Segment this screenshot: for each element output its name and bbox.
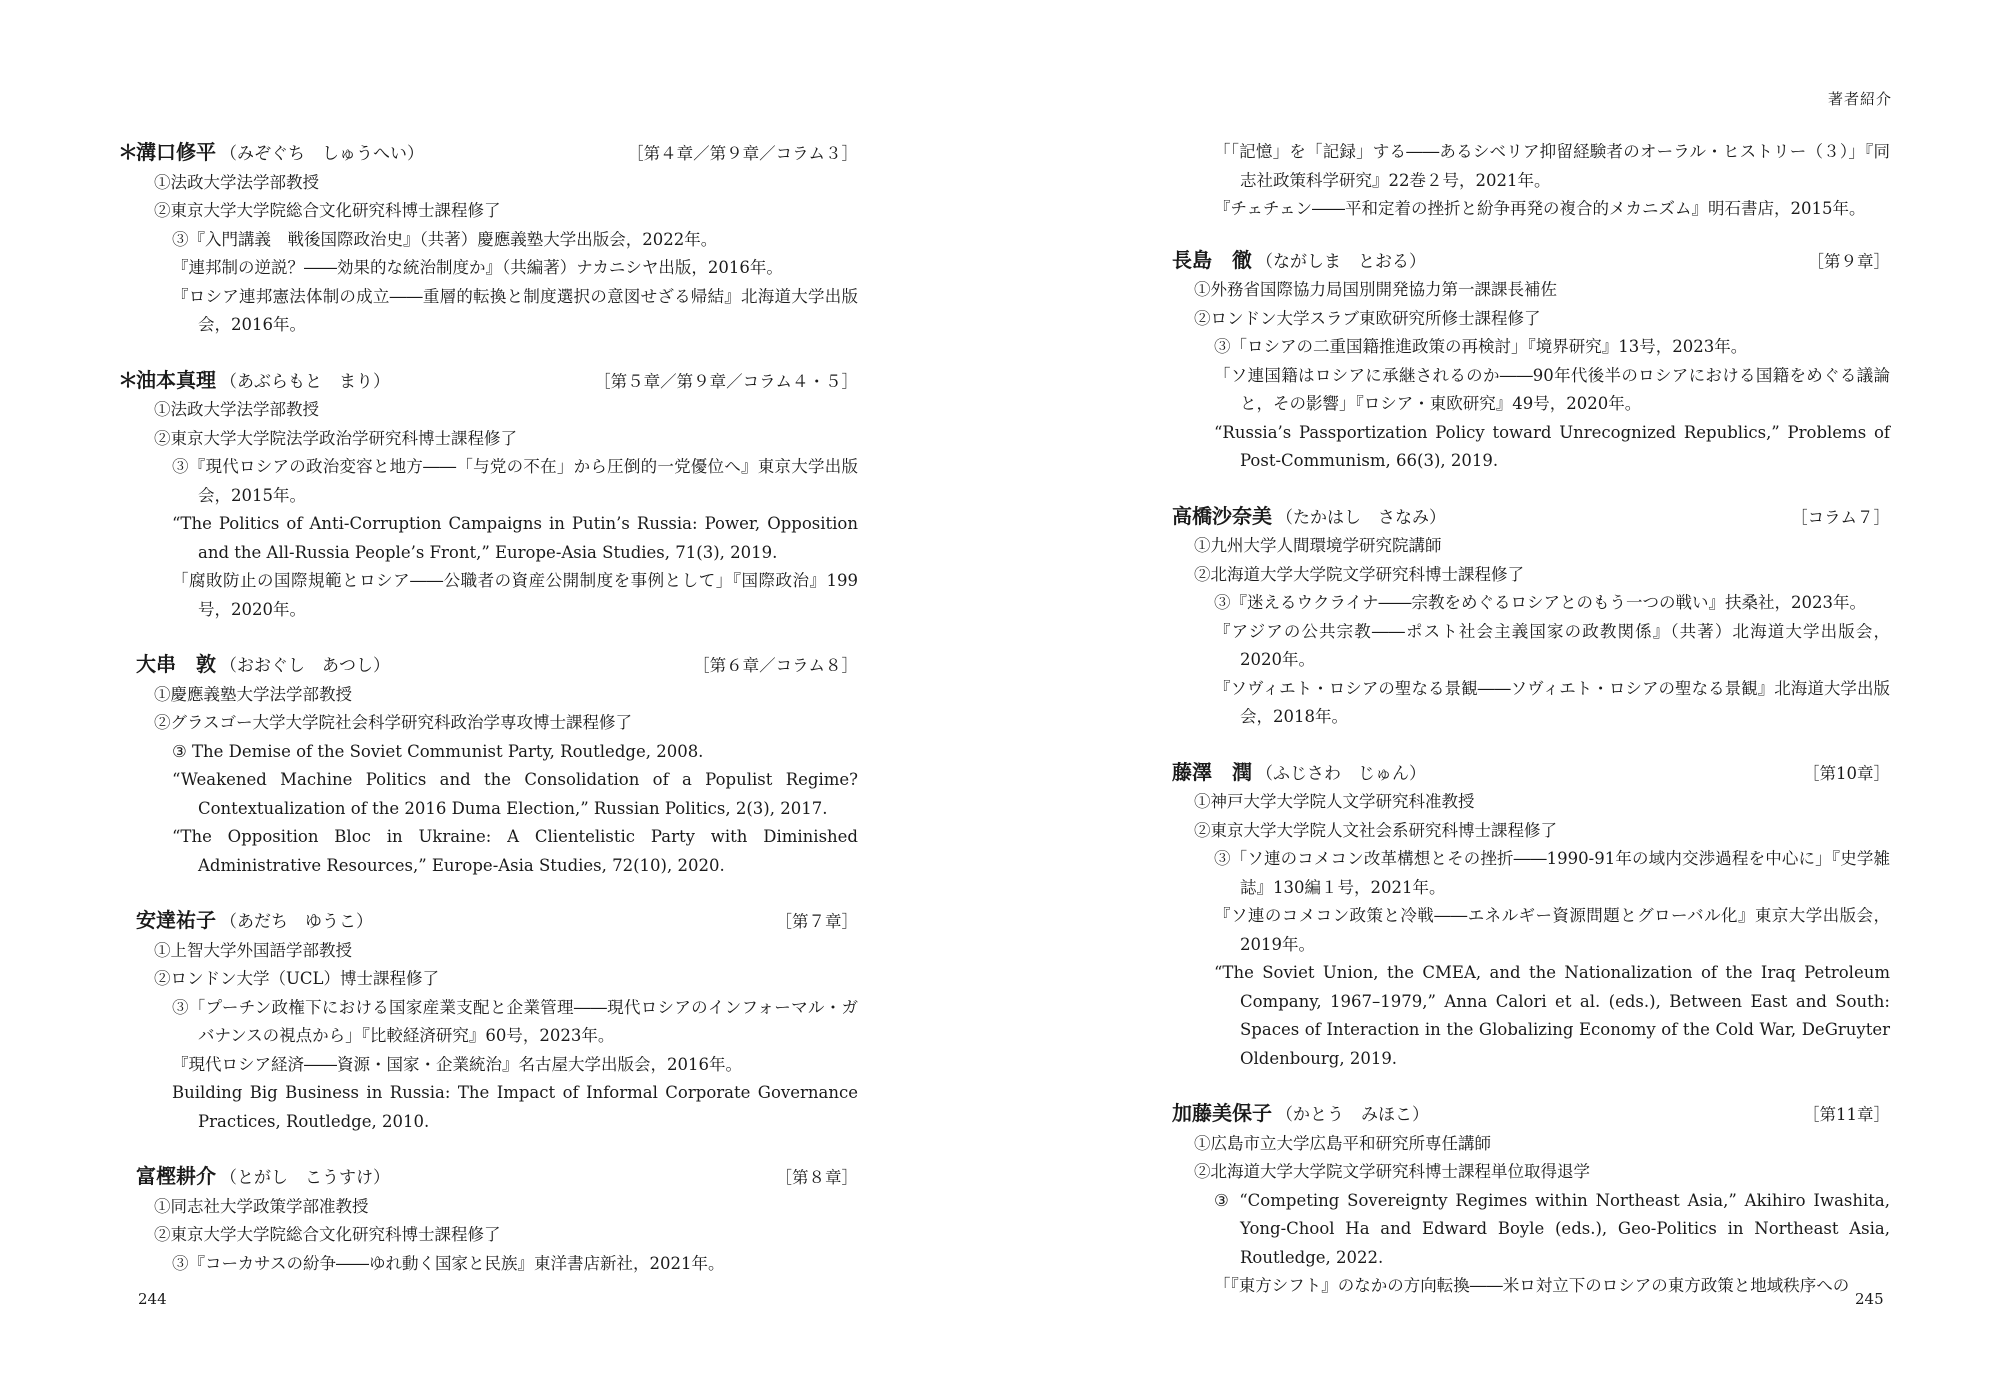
author-name: 安達祐子 xyxy=(136,908,216,932)
author-entry xyxy=(1172,246,1890,476)
publication: 「腐敗防止の国際規範とロシア――公職者の資産公開制度を事例として」『国際政治』199号，2020年。 xyxy=(172,571,858,619)
education: ②北海道大学大学院文学研究科博士課程修了 xyxy=(1194,564,1524,584)
current-position: ①法政大学法学部教授 xyxy=(154,400,319,419)
entry-heading xyxy=(1172,502,1890,533)
chapter-credits: ［第５章／第９章／コラム４・５］ xyxy=(594,371,858,391)
author-reading: （ながしま とおる） xyxy=(1256,251,1426,272)
publication: ③『現代ロシアの政治変容と地方――「与党の不在」から圧倒的一党優位へ』東京大学出版会，2015年。 xyxy=(172,457,858,505)
chapter-credits: ［コラム７］ xyxy=(1791,507,1890,527)
publication: 『ソヴィエト・ロシアの聖なる景観――ソヴィエト・ロシアの聖なる景観』北海道大学出版会，2018年。 xyxy=(1214,678,1890,726)
author-entry xyxy=(1172,1099,1890,1301)
education: ②ロンドン大学（UCL）博士課程修了 xyxy=(154,969,439,988)
current-position: ①法政大学法学部教授 xyxy=(154,172,319,192)
publication: “The Opposition Bloc in Ukraine: A Clientelistic Party with Diminished Administrative Resources,” Europe-Asia Studies, 72(10), 2020. xyxy=(172,827,858,875)
entry-heading xyxy=(118,1162,858,1193)
publication: “Weakened Machine Politics and the Consolidation of a Populist Regime? Contextualization of the 2016 Duma Election,” Russian Politics, 2(3), 2017. xyxy=(172,770,858,818)
author-entry xyxy=(1172,758,1890,1074)
education: ②ロンドン大学スラブ東欧研究所修士課程修了 xyxy=(1194,308,1541,328)
continued-entry xyxy=(1172,138,1890,224)
author-name: 大串 敦 xyxy=(136,652,216,676)
publication: ③『コーカサスの紛争――ゆれ動く国家と民族』東洋書店新社，2021年。 xyxy=(172,1253,725,1273)
entry-heading xyxy=(1172,1099,1890,1130)
publication: ③『迷えるウクライナ――宗教をめぐるロシアとのもう一つの戦い』扶桑社，2023年。 xyxy=(1214,593,1866,612)
left-column xyxy=(118,138,858,1304)
current-position: ①慶應義塾大学法学部教授 xyxy=(154,684,352,704)
education: ②東京大学大学院人文社会系研究科博士課程修了 xyxy=(1194,820,1557,840)
chapter-credits: ［第10章］ xyxy=(1803,763,1890,783)
current-position: ①神戸大学大学院人文学研究科准教授 xyxy=(1194,792,1475,811)
entry-heading xyxy=(118,138,858,169)
right-column xyxy=(1172,138,1890,1327)
chapter-credits: ［第８章］ xyxy=(775,1168,858,1187)
publication: “Russia’s Passportization Policy toward Unrecognized Republics,” Problems of Post-Communism, 66(3), 2019. xyxy=(1214,422,1890,470)
entry-heading xyxy=(118,366,858,397)
author-name: 高橋沙奈美 xyxy=(1172,503,1272,528)
chapter-credits: ［第７章］ xyxy=(775,912,858,931)
author-reading: （あだち ゆうこ） xyxy=(220,912,373,932)
education: ②グラスゴー大学大学院社会科学研究科政治学専攻博士課程修了 xyxy=(154,713,633,732)
page-number: 245 xyxy=(1855,1290,1884,1308)
running-head: 著者紹介 xyxy=(1827,90,1892,108)
education: ②東京大学大学院総合文化研究科博士課程修了 xyxy=(154,1225,501,1244)
author-entry xyxy=(1172,502,1890,732)
publication: “The Soviet Union, the CMEA, and the Nationalization of the Iraq Petroleum Company, 1967–1979,” Anna Calori et al. (eds.), Between East and South: Spaces of Interaction in the Globalizing Economy of the Cold War, DeGruyter Oldenbourg, 2019. xyxy=(1214,963,1890,1068)
publication: ③『入門講義 戦後国際政治史』（共著）慶應義塾大学出版会，2022年。 xyxy=(172,229,718,249)
editor-mark: ＊ xyxy=(118,140,138,164)
author-reading: （ふじさわ じゅん） xyxy=(1256,763,1426,784)
current-position: ①同志社大学政策学部准教授 xyxy=(154,1196,369,1216)
author-name: 藤澤 潤 xyxy=(1172,759,1252,784)
current-position: ①外務省国際協力局国別開発協力第一課課長補佐 xyxy=(1194,280,1557,299)
publication: ③ The Demise of the Soviet Communist Party, Routledge, 2008. xyxy=(172,741,704,761)
author-entry xyxy=(118,138,858,340)
chapter-credits: ［第11章］ xyxy=(1803,1105,1890,1124)
entry-heading xyxy=(118,650,858,681)
publication: ③「ソ連のコメコン改革構想とその挫折――1990-91年の域内交渉過程を中心に」『史学雑誌』130編１号，2021年。 xyxy=(1214,849,1890,897)
publication: 『チェチェン――平和定着の挫折と紛争再発の複合的メカニズム』明石書店，2015年。 xyxy=(1214,199,1866,218)
publication: “The Politics of Anti-Corruption Campaigns in Putin’s Russia: Power, Opposition and the All-Russia People’s Front,” Europe-Asia Studies, 71(3), 2019. xyxy=(172,514,858,562)
chapter-credits: ［第４章／第９章／コラム３］ xyxy=(627,144,858,163)
education: ②東京大学大学院総合文化研究科博士課程修了 xyxy=(154,201,501,220)
publication: 『現代ロシア経済――資源・国家・企業統治』名古屋大学出版会，2016年。 xyxy=(172,1054,742,1074)
author-name: 富樫耕介 xyxy=(136,1164,216,1188)
author-reading: （たかはし さなみ） xyxy=(1276,507,1446,528)
right-page xyxy=(1000,0,2000,1390)
education: ②東京大学大学院法学政治学研究科博士課程修了 xyxy=(154,428,517,448)
current-position: ①九州大学人間環境学研究院講師 xyxy=(1194,536,1442,555)
publication: 『ソ連のコメコン政策と冷戦――エネルギー資源問題とグローバル化』東京大学出版会，2019年。 xyxy=(1214,906,1890,954)
publication: 「『東方シフト』のなかの方向転換――米ロ対立下のロシアの東方政策と地域秩序への xyxy=(1214,1276,1850,1295)
chapter-credits: ［第６章／コラム８］ xyxy=(693,656,858,675)
publication: ③ “Competing Sovereignty Regimes within Northeast Asia,” Akihiro Iwashita, Yong-Chool Ha and Edward Boyle (eds.), Geo-Politics in Northeast Asia, Routledge, 2022. xyxy=(1214,1190,1890,1267)
publication: ③「ロシアの二重国籍推進政策の再検討」『境界研究』13号，2023年。 xyxy=(1214,337,1748,356)
current-position: ①広島市立大学広島平和研究所専任講師 xyxy=(1194,1133,1491,1153)
editor-mark: ＊ xyxy=(118,367,138,392)
entry-heading xyxy=(1172,246,1890,277)
current-position: ①上智大学外国語学部教授 xyxy=(154,940,352,960)
author-entry xyxy=(118,906,858,1136)
publication: 「「記憶」を「記録」する――あるシベリア抑留経験者のオーラル・ヒストリー（３）」『同志社政策科学研究』22巻２号，2021年。 xyxy=(1214,142,1890,190)
author-name: 加藤美保子 xyxy=(1172,1101,1272,1125)
chapter-credits: ［第９章］ xyxy=(1807,251,1890,271)
author-entry xyxy=(118,650,858,880)
publication: 『ロシア連邦憲法体制の成立――重層的転換と制度選択の意図せざる帰結』北海道大学出版会，2016年。 xyxy=(172,286,858,334)
publication: ③「プーチン政権下における国家産業支配と企業管理――現代ロシアのインフォーマル・ガバナンスの視点から」『比較経済研究』60号，2023年。 xyxy=(172,997,858,1045)
publication: 『連邦制の逆説？――効果的な統治制度か』（共編著）ナカニシヤ出版，2016年。 xyxy=(172,258,783,277)
author-entry xyxy=(118,1162,858,1278)
author-name: 油本真理 xyxy=(136,367,216,392)
publication: 『アジアの公共宗教――ポスト社会主義国家の政教関係』（共著）北海道大学出版会，2020年。 xyxy=(1214,621,1890,669)
author-reading: （かとう みほこ） xyxy=(1276,1105,1429,1125)
education: ②北海道大学大学院文学研究科博士課程単位取得退学 xyxy=(1194,1162,1590,1181)
page-number: 244 xyxy=(138,1290,167,1308)
author-reading: （おおぐし あつし） xyxy=(220,656,390,676)
author-name: 溝口修平 xyxy=(136,140,216,164)
author-entry xyxy=(118,366,858,625)
author-reading: （とがし こうすけ） xyxy=(220,1168,390,1188)
author-reading: （あぶらもと まり） xyxy=(220,371,390,392)
author-name: 長島 徹 xyxy=(1172,247,1252,272)
author-reading: （みぞぐち しゅうへい） xyxy=(220,144,424,164)
publication: 「ソ連国籍はロシアに承継されるのか――90年代後半のロシアにおける国籍をめぐる議論と，その影響」『ロシア・東欧研究』49号，2020年。 xyxy=(1214,365,1890,413)
entry-heading xyxy=(118,906,858,937)
entry-heading xyxy=(1172,758,1890,789)
publication: Building Big Business in Russia: The Impact of Informal Corporate Governance Practices, Routledge, 2010. xyxy=(172,1083,858,1131)
